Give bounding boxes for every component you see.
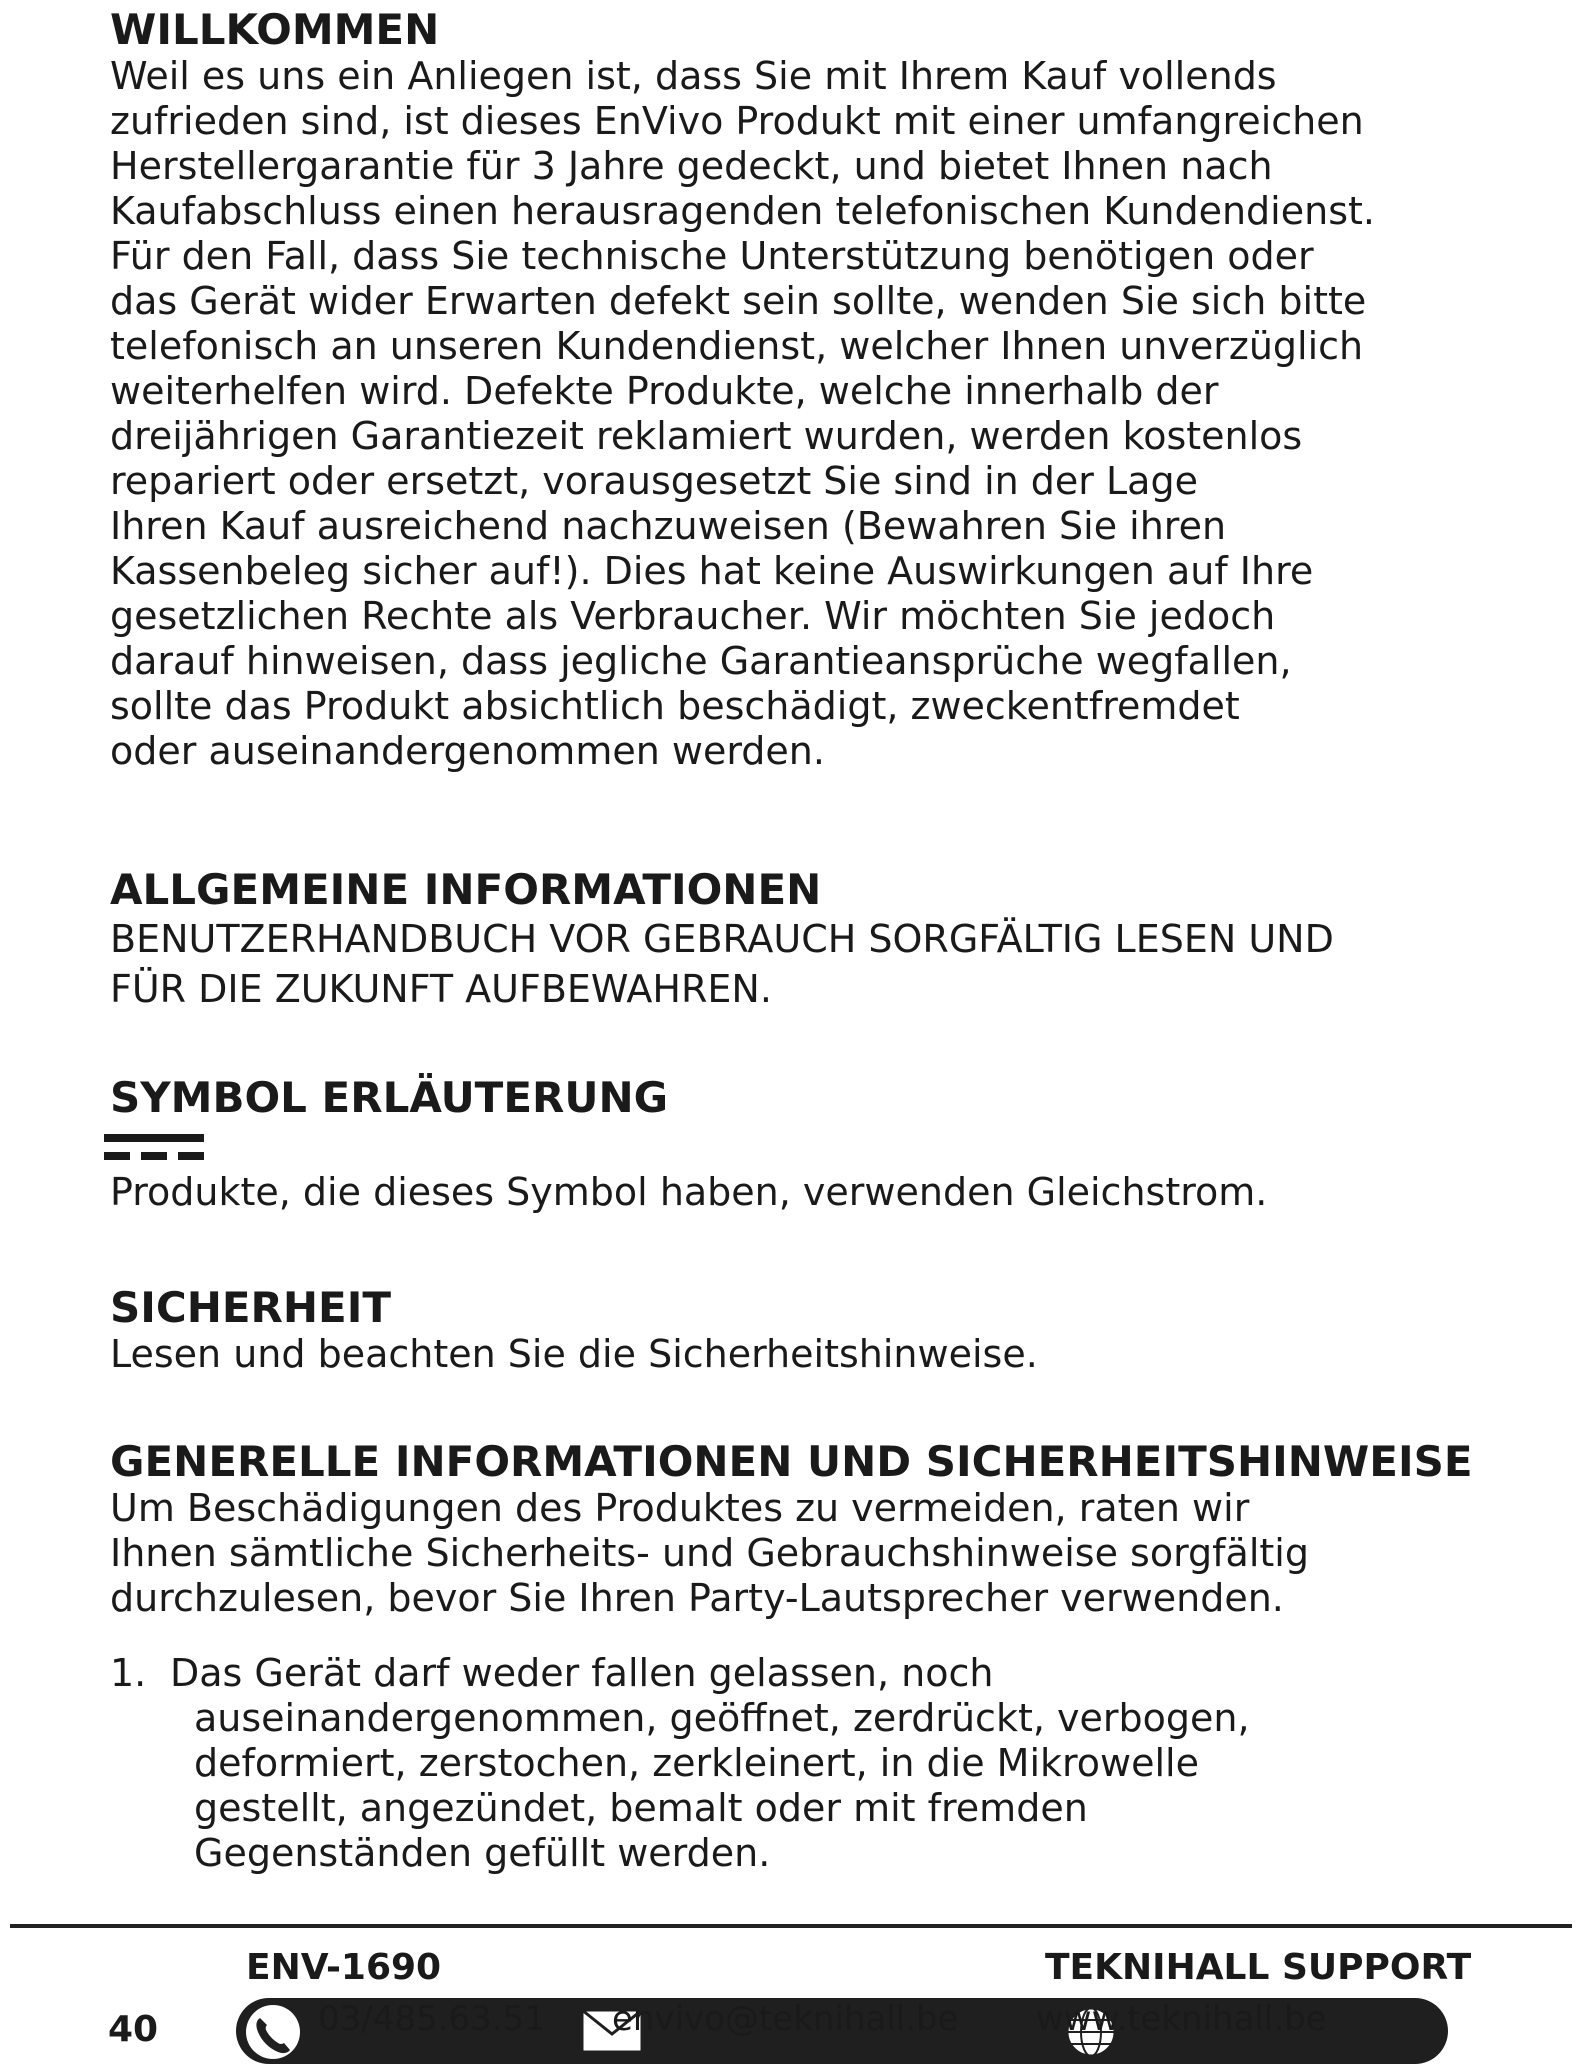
paragraph-line: telefonisch an unseren Kundendienst, welcher Ihnen unverzüglich: [110, 324, 1364, 368]
paragraph-line: Kaufabschluss einen herausragenden telefonischen Kundendienst.: [110, 189, 1375, 233]
paragraph-line: gesetzlichen Rechte als Verbraucher. Wir möchten Sie jedoch: [110, 594, 1276, 638]
website-url[interactable]: www.teknihall.be: [1036, 1999, 1327, 2039]
support-label: TEKNIHALL SUPPORT: [1045, 1947, 1472, 1988]
section-sicherheit: [110, 1284, 1038, 1377]
paragraph-line: dreijährigen Garantiezeit reklamiert wurden, werden kostenlos: [110, 414, 1303, 458]
section-symbol-erlaeuterung: [110, 1074, 1267, 1215]
email-address[interactable]: envivo@teknihall.be: [612, 1999, 959, 2039]
paragraph-line: Kassenbeleg sicher auf!). Dies hat keine Auswirkungen auf Ihre: [110, 549, 1314, 593]
manual-notice: [110, 914, 1334, 1014]
paragraph-line: darauf hinweisen, dass jegliche Garantieansprüche wegfallen,: [110, 639, 1292, 683]
safety-notice: Lesen und beachten Sie die Sicherheitshinweise.: [110, 1332, 1038, 1376]
paragraph-line: oder auseinandergenommen werden.: [110, 729, 825, 773]
paragraph-line: Ihren Kauf ausreichend nachzuweisen (Bewahren Sie ihren: [110, 504, 1227, 548]
paragraph-line: Für den Fall, dass Sie technische Unterstützung benötigen oder: [110, 234, 1314, 278]
section-heading: GENERELLE INFORMATIONEN UND SICHERHEITSHINWEISE: [110, 1437, 1473, 1486]
paragraph-line: weiterhelfen wird. Defekte Produkte, welche innerhalb der: [110, 369, 1219, 413]
section-generelle-informationen: [110, 1438, 1473, 1876]
paragraph-line: FÜR DIE ZUKUNFT AUFBEWAHREN.: [110, 967, 772, 1011]
model-number: ENV-1690: [246, 1947, 442, 1988]
paragraph-line: BENUTZERHANDBUCH VOR GEBRAUCH SORGFÄLTIG LESEN UND: [110, 917, 1334, 961]
section-willkommen: [110, 6, 1375, 774]
paragraph-line: Ihnen sämtliche Sicherheits- und Gebrauchshinweise sorgfältig: [110, 1531, 1309, 1575]
general-intro: [110, 1486, 1473, 1621]
section-heading: SYMBOL ERLÄUTERUNG: [110, 1073, 669, 1122]
welcome-paragraph: [110, 54, 1375, 774]
section-allgemeine-informationen: [110, 866, 1334, 1014]
symbol-description: Produkte, die dieses Symbol haben, verwenden Gleichstrom.: [110, 1170, 1268, 1214]
paragraph-line: sollte das Produkt absichtlich beschädigt, zweckentfremdet: [110, 684, 1240, 728]
paragraph-line: zufrieden sind, ist dieses EnVivo Produkt mit einer umfangreichen: [110, 99, 1364, 143]
direct-current-icon: [104, 1132, 204, 1168]
dc-dash: [141, 1152, 167, 1160]
list-item-line: gestellt, angezündet, bemalt oder mit fremden: [194, 1786, 1088, 1830]
paragraph-line: Weil es uns ein Anliegen ist, dass Sie mit Ihrem Kauf vollends: [110, 54, 1277, 98]
dc-dash: [178, 1152, 204, 1160]
paragraph-line: durchzulesen, bevor Sie Ihren Party-Lautsprecher verwenden.: [110, 1576, 1284, 1620]
section-heading: SICHERHEIT: [110, 1283, 391, 1332]
safety-list: [110, 1651, 1473, 1876]
page-number: 40: [108, 2009, 159, 2050]
paragraph-line: Herstellergarantie für 3 Jahre gedeckt, und bietet Ihnen nach: [110, 144, 1273, 188]
list-item-line: Das Gerät darf weder fallen gelassen, noch: [170, 1651, 994, 1695]
dc-solid-line: [104, 1134, 204, 1142]
list-item: [110, 1651, 1473, 1876]
paragraph-line: Um Beschädigungen des Produktes zu vermeiden, raten wir: [110, 1486, 1250, 1530]
paragraph-line: das Gerät wider Erwarten defekt sein sollte, wenden Sie sich bitte: [110, 279, 1367, 323]
list-item-line: Gegenständen gefüllt werden.: [194, 1831, 771, 1875]
list-item-line: auseinandergenommen, geöffnet, zerdrückt, verbogen,: [194, 1696, 1250, 1740]
section-heading: ALLGEMEINE INFORMATIONEN: [110, 865, 822, 914]
list-item-number: 1.: [110, 1651, 147, 1695]
phone-number: 03/485.63.51: [318, 1999, 546, 2039]
list-item-line: deformiert, zerstochen, zerkleinert, in die Mikrowelle: [194, 1741, 1199, 1785]
phone-icon: [242, 2004, 304, 2060]
section-heading: WILLKOMMEN: [110, 5, 440, 54]
dc-dash: [104, 1152, 130, 1160]
footer-rule: [10, 1924, 1572, 1928]
paragraph-line: repariert oder ersetzt, vorausgesetzt Sie sind in der Lage: [110, 459, 1198, 503]
